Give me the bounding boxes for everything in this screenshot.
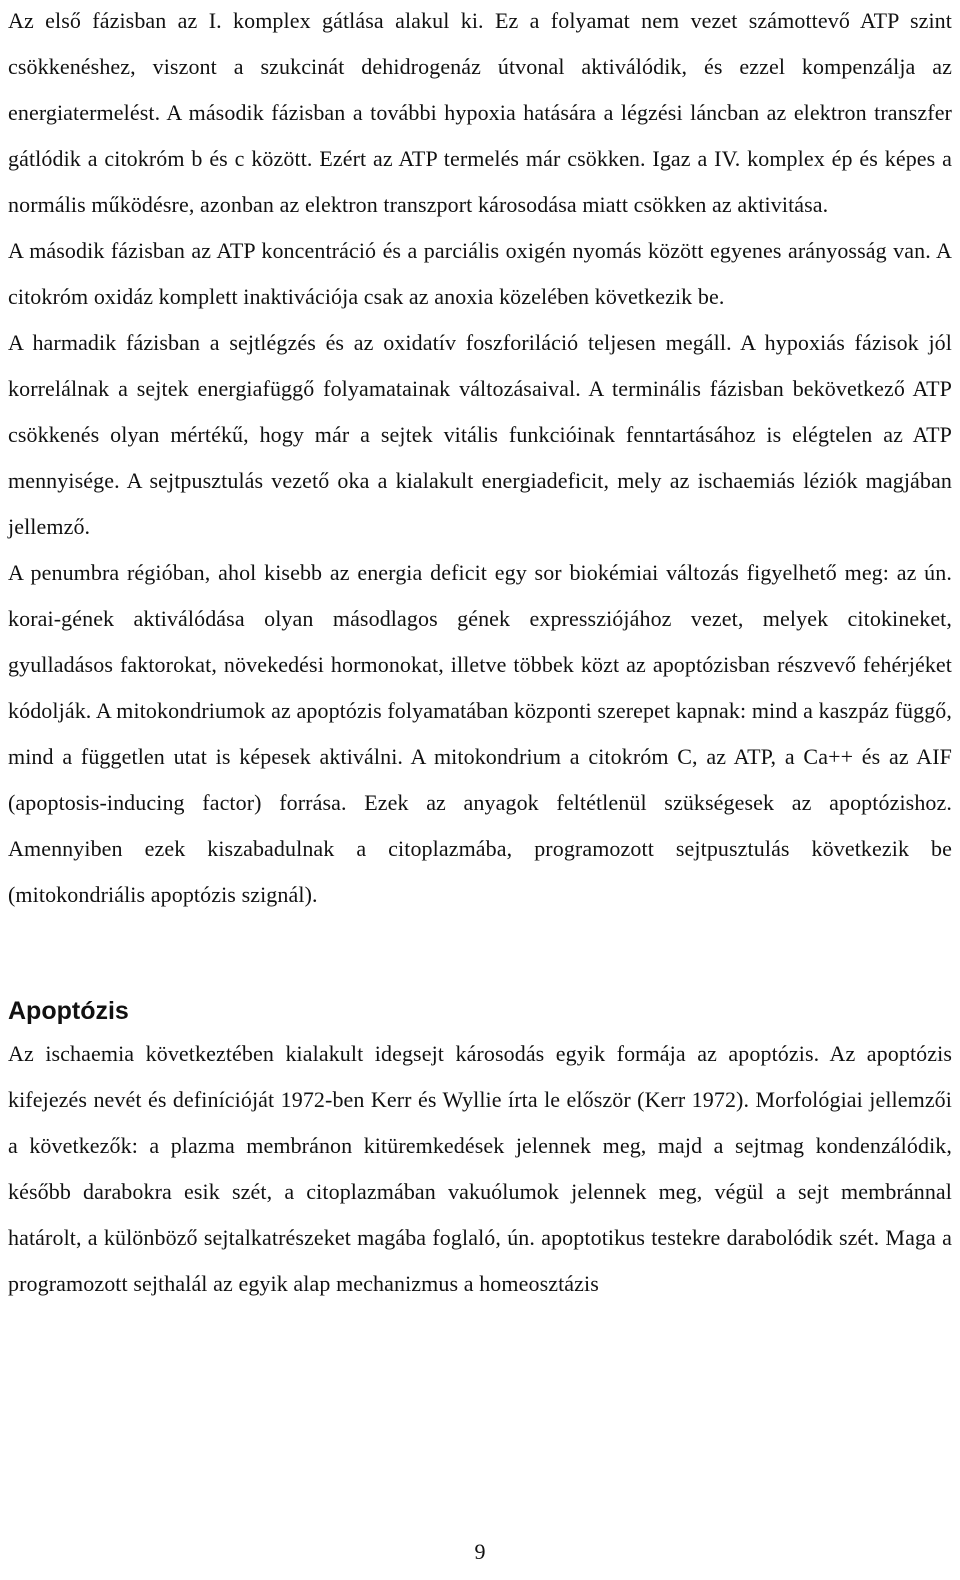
paragraph-apoptosis: Az ischaemia következtében kialakult idegsejt károsodás egyik formája az apoptózis. Az apoptózis kifejezés nevét és definícióját 1972-ben Kerr és Wyllie írta le először (Kerr 1972). Morfológiai jellemzői a következők: a plazma membránon kitüremkedések jelennek meg, majd a sejtmag kondenzálódik, később darabokra esik szét, a citoplazmában vakuólumok jelennek meg, végül a sejt membránnal határolt, a különböző sejtalkatrészeket magába foglaló, ún. apoptotikus testekre darabolódik szét. Maga a programozott sejthalál az egyik alap mechanizmus a homeosztázis bbox=[8, 1041, 952, 1296]
paragraph-penumbra: A penumbra régióban, ahol kisebb az energia deficit egy sor biokémiai változás figyelhető meg: az ún. korai-gének aktiválódása olyan másodlagos gének expressziójához vezet, melyek citokineket, gyulladásos faktorokat, növekedési hormonokat, illetve többek közt az apoptózisban részvevő fehérjéket kódolják. A mitokondriumok az apoptózis folyamatában központi szerepet kapnak: mind a kaszpáz függő, mind a független utat is képesek aktiválni. A mitokondrium a citokróm C, az ATP, a Ca++ és az AIF (apoptosis-inducing factor) forrása. Ezek az anyagok feltétlenül szükségesek az apoptózishoz. Amennyiben ezek kiszabadulnak a citoplazmába, programozott sejtpusztulás következik be (mitokondriális apoptózis szignál). bbox=[8, 560, 952, 907]
section-heading-apoptosis: Apoptózis bbox=[8, 997, 129, 1025]
page-number: 9 bbox=[474, 1539, 486, 1564]
document-page bbox=[8, 0, 952, 1580]
paragraph-second-phase: A második fázisban az ATP koncentráció és a parciális oxigén nyomás között egyenes arányosság van. A citokróm oxidáz komplett inaktivációja csak az anoxia közelében következik be. bbox=[8, 238, 952, 309]
paragraph-hypoxia-phases: Az első fázisban az I. komplex gátlása alakul ki. Ez a folyamat nem vezet számottevő ATP szint csökkenéshez, viszont a szukcinát dehidrogenáz útvonal aktiválódik, és ezzel kompenzálja az energiatermelést. A második fázisban a további hypoxia hatására a légzési láncban az elektron transzfer gátlódik a citokróm b és c között. Ezért az ATP termelés már csökken. Igaz a IV. komplex ép és képes a normális működésre, azonban az elektron transzport károsodása miatt csökken az aktivitása. bbox=[8, 8, 952, 217]
paragraph-third-phase: A harmadik fázisban a sejtlégzés és az oxidatív foszforiláció teljesen megáll. A hypoxiás fázisok jól korrelálnak a sejtek energiafüggő folyamatainak változásaival. A terminális fázisban bekövetkező ATP csökkenés olyan mértékű, hogy már a sejtek vitális funkcióinak fenntartásához is elégtelen az ATP mennyisége. A sejtpusztulás vezető oka a kialakult energiadeficit, mely az ischaemiás léziók magjában jellemző. bbox=[8, 330, 952, 539]
